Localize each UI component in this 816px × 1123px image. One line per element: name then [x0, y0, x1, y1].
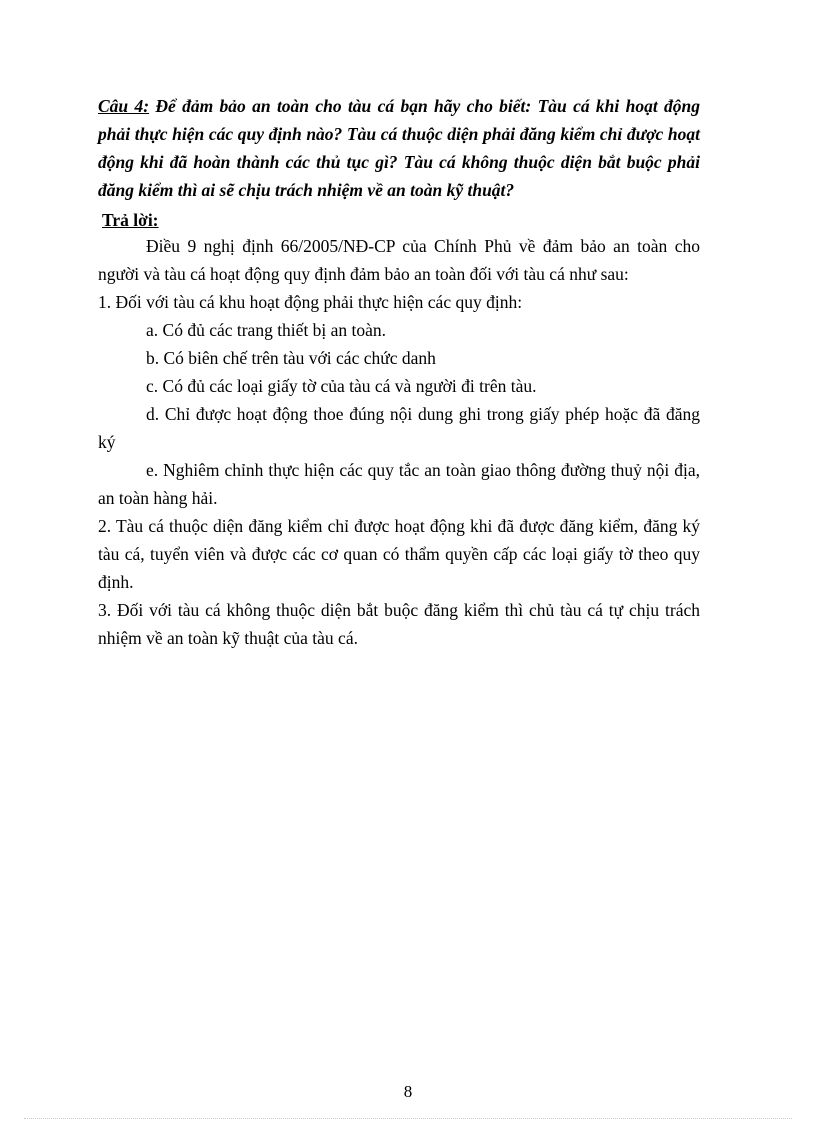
- answer-item-1e: e. Nghiêm chỉnh thực hiện các quy tắc an toàn giao thông đường thuỷ nội địa, an toàn hàng hải.: [98, 460, 700, 508]
- answer-item-1c: c. Có đủ các loại giấy tờ của tàu cá và người đi trên tàu.: [146, 376, 537, 396]
- answer-label: Trả lời:: [102, 210, 159, 230]
- question-label: Câu 4:: [98, 96, 150, 116]
- page-number: 8: [403, 1082, 413, 1101]
- question-paragraph: [98, 92, 700, 204]
- answer-item-1a: a. Có đủ các trang thiết bị an toàn.: [146, 320, 387, 340]
- answer-item-1d: d. Chỉ được hoạt động thoe đúng nội dung ghi trong giấy phép hoặc đã đăng ký: [98, 404, 700, 452]
- answer-item-3: 3. Đối với tàu cá không thuộc diện bắt buộc đăng kiểm thì chủ tàu cá tự chịu trách nhiệm về an toàn kỹ thuật của tàu cá.: [98, 600, 700, 648]
- answer-heading-row: [98, 208, 700, 232]
- answer-item-1: 1. Đối với tàu cá khu hoạt động phải thực hiện các quy định:: [98, 292, 523, 312]
- answer-intro: Điều 9 nghị định 66/2005/NĐ-CP của Chính Phủ về đảm bảo an toàn cho người và tàu cá hoạt động quy định đảm bảo an toàn đối với tàu cá như sau:: [98, 236, 700, 284]
- answer-item-1b: b. Có biên chế trên tàu với các chức danh: [146, 348, 436, 368]
- page-bottom-divider: [24, 1118, 792, 1119]
- answer-item-2: 2. Tàu cá thuộc diện đăng kiểm chỉ được hoạt động khi đã được đăng kiểm, đăng ký tàu cá, tuyển viên và được các cơ quan có thẩm quyền cấp các loại giấy tờ theo quy định.: [98, 516, 700, 592]
- question-text: Để đảm bảo an toàn cho tàu cá bạn hãy cho biết: Tàu cá khi hoạt động phải thực hiện các quy định nào? Tàu cá thuộc diện phải đăng kiểm chỉ được hoạt động khi đã hoàn thành các thủ tục gì? Tàu cá không thuộc diện bắt buộc phải đăng kiểm thì ai sẽ chịu trách nhiệm về an toàn kỹ thuật?: [98, 96, 700, 200]
- page-content: [98, 92, 700, 652]
